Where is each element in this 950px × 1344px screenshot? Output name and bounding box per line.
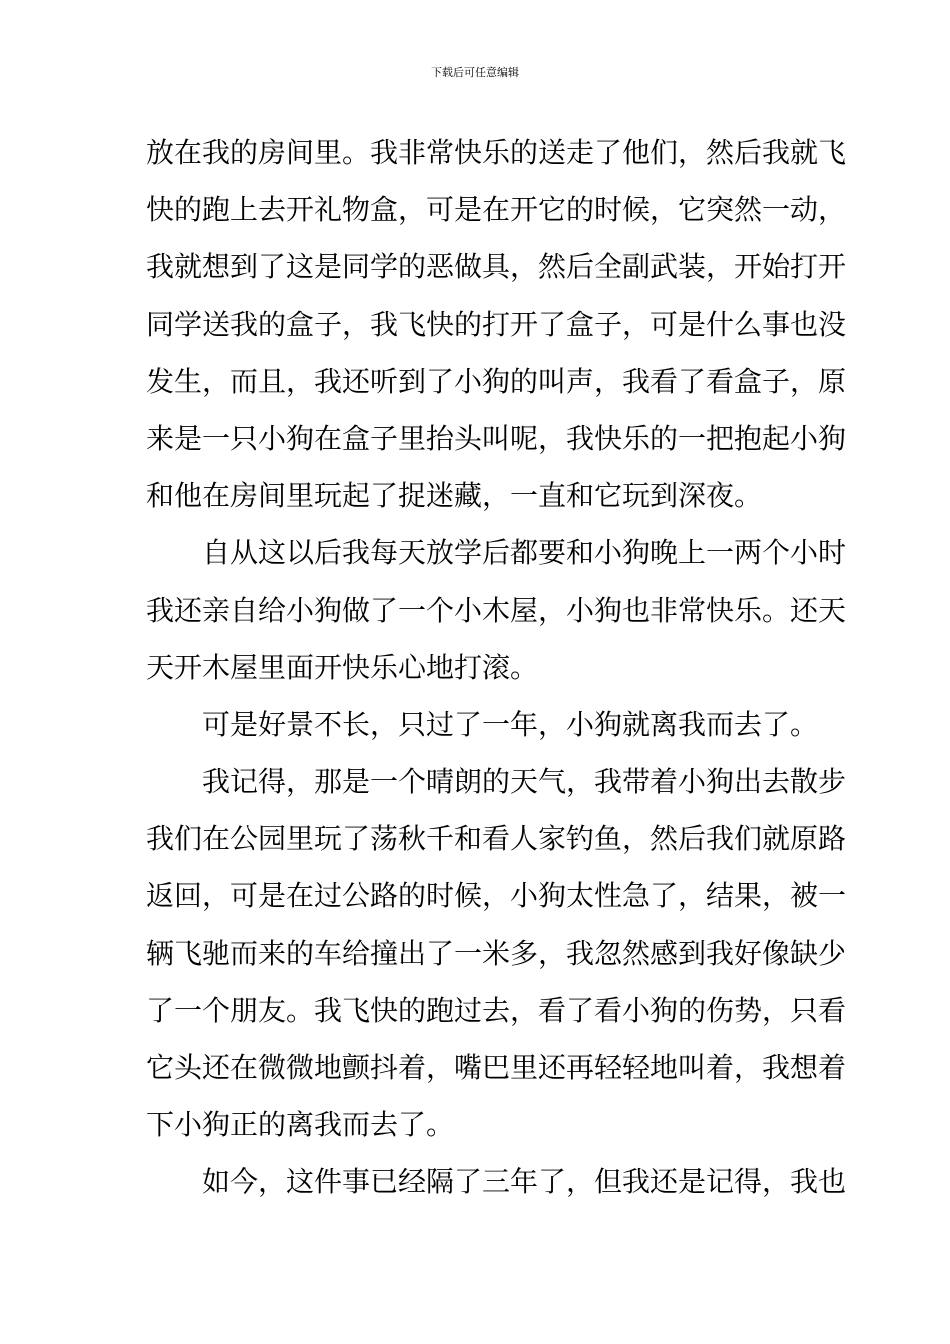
text-line: 返回，可是在过公路的时候，小狗太性急了，结果，被一 [146,879,847,913]
text-line: 快的跑上去开礼物盒，可是在开它的时候，它突然一动， [146,193,847,227]
text-line: 我就想到了这是同学的恶做具，然后全副武装，开始打开 [146,250,847,284]
text-line: 它头还在微微地颤抖着，嘴巴里还再轻轻地叫着，我想着 [146,1051,847,1084]
page-header: 下载后可任意编辑 [431,66,519,79]
text-line: 下小狗正的离我而去了。 [146,1108,455,1142]
text-line: 我们在公园里玩了荡秋千和看人家钓鱼，然后我们就原路 [146,822,847,856]
text-line: 来是一只小狗在盒子里抬头叫呢，我快乐的一把抱起小狗 [146,421,847,455]
text-line: 如今，这件事已经隔了三年了，但我还是记得，我也 [202,1165,847,1199]
body-text [146,130,847,1217]
text-line: 可是好景不长，只过了一年，小狗就离我而去了。 [202,707,819,741]
text-line: 和他在房间里玩起了捉迷藏，一直和它玩到深夜。 [146,479,763,513]
text-line: 自从这以后我每天放学后都要和小狗晚上一两个小时 [202,536,847,570]
text-line: 了一个朋友。我飞快的跑过去，看了看小狗的伤势，只看 [146,993,847,1027]
text-line: 同学送我的盒子，我飞快的打开了盒子，可是什么事也没 [146,307,847,341]
text-line: 发生，而且，我还听到了小狗的叫声，我看了看盒子，原 [146,364,847,398]
text-line: 我还亲自给小狗做了一个小木屋，小狗也非常快乐。还天 [146,593,847,627]
text-line: 我记得，那是一个晴朗的天气，我带着小狗出去散步 [202,765,847,799]
text-line: 辆飞驰而来的车给撞出了一米多，我忽然感到我好像缺少 [146,936,847,970]
text-line: 放在我的房间里。我非常快乐的送走了他们，然后我就飞 [146,136,847,169]
text-line: 天开木屋里面开快乐心地打滚。 [146,650,539,684]
